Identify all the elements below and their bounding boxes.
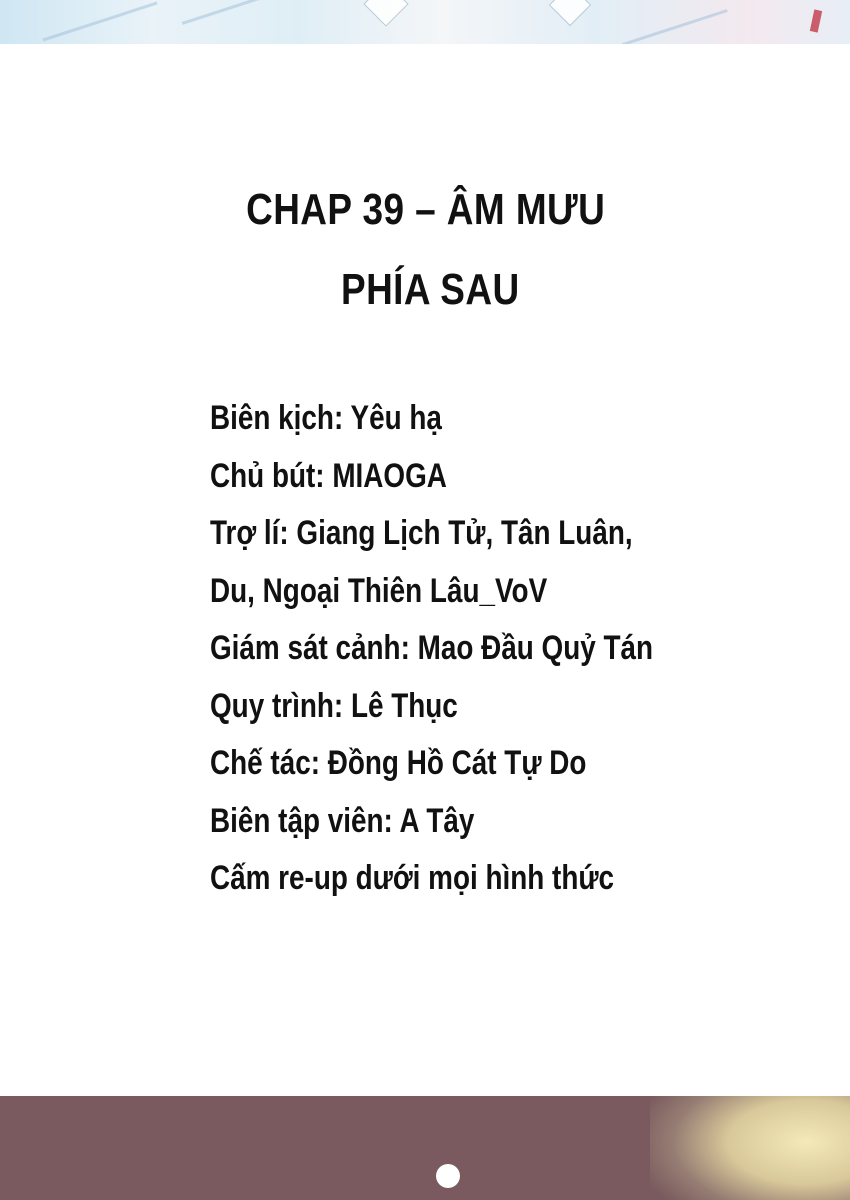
chapter-title-line-1: CHAP 39 – ÂM MƯU — [246, 185, 606, 234]
previous-panel-artwork — [0, 0, 850, 44]
crystal-shard-decoration — [549, 0, 591, 26]
crystal-shard-decoration — [363, 0, 408, 27]
credit-scene-supervisor: Giám sát cảnh: Mao Đầu Quỷ Tán — [210, 629, 654, 667]
credit-screenwriter: Biên kịch: Yêu hạ — [210, 399, 442, 437]
credit-assistants: Trợ lí: Giang Lịch Tử, Tân Luân, — [210, 514, 633, 552]
red-accent-decoration — [810, 9, 822, 32]
reupload-notice: Cấm re-up dưới mọi hình thức — [210, 859, 615, 897]
credit-editor: Biên tập viên: A Tây — [210, 801, 475, 840]
chapter-title-line-2: PHÍA SAU — [341, 265, 520, 314]
credit-workflow: Quy trình: Lê Thục — [210, 686, 458, 725]
credit-production: Chế tác: Đồng Hồ Cát Tự Do — [210, 744, 587, 782]
light-glow-decoration — [650, 1096, 850, 1200]
credit-assistants-continued: Du, Ngoại Thiên Lâu_VoV — [210, 571, 548, 610]
credit-lead-artist: Chủ bút: MIAOGA — [210, 456, 447, 495]
white-dot-decoration — [436, 1164, 460, 1188]
credits-list — [210, 390, 653, 908]
next-panel-artwork — [0, 1096, 850, 1200]
chapter-title — [68, 170, 782, 330]
